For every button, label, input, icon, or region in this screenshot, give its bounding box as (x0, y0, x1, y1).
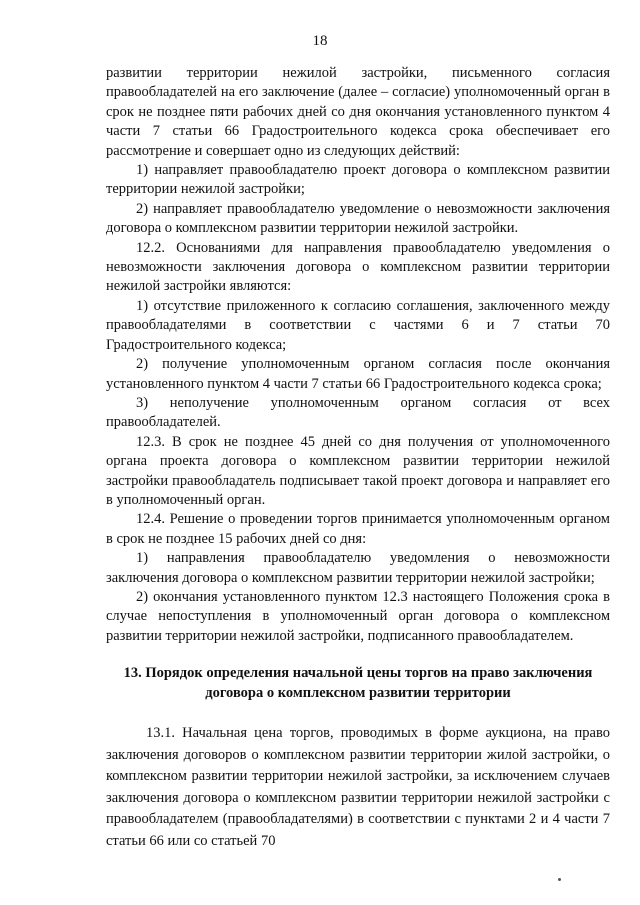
section-13-heading: 13. Порядок определения начальной цены торгов на право заключения договора о комплексном развитии территории (123, 665, 593, 701)
paragraph-12-2-item-2: 2) получение уполномоченным органом согласия после окончания установленного пунктом 4 части 7 статьи 66 Градостроительного кодекса срока; (106, 356, 610, 392)
paragraph-12-4: 12.4. Решение о проведении торгов принимается уполномоченным органом в срок не позднее 15 рабочих дней со дня: (106, 511, 610, 547)
paragraph-12-3: 12.3. В срок не позднее 45 дней со дня получения от уполномоченного органа проекта договора о комплексном развитии территории нежилой застройки правообладатель подписывает такой проект договора и направляет его в уполномоченный орган. (106, 433, 610, 508)
paragraph-12-4-item-1: 1) направления правообладателю уведомления о невозможности заключения договора о комплексном развитии территории нежилой застройки; (106, 550, 610, 586)
paragraph-12-2-item-1: 1) отсутствие приложенного к согласию соглашения, заключенного между правообладателями в соответствии с частями 6 и 7 статьи 70 Градостроительного кодекса; (106, 297, 610, 353)
scan-artifact-dot (558, 878, 561, 881)
paragraph-12-4-item-2: 2) окончания установленного пунктом 12.3 настоящего Положения срока в случае непоступления в уполномоченный орган договора о комплексном развитии территории нежилой застройки, подписанного правообладателем. (106, 588, 610, 644)
paragraph-13-1: 13.1. Начальная цена торгов, проводимых в форме аукциона, на право заключения договоров о комплексном развитии территории жилой застройки, о комплексном развитии территории нежилой застройки, за исключением случаев заключения договора о комплексном развитии территории нежилой застройки с правообладателем (правообладателями) в соответствии с пунктами 2 и 4 части 7 статьи 66 или со статьей 70 (106, 725, 610, 849)
page-number: 18 (312, 33, 328, 49)
paragraph-intro-continuation: развитии территории нежилой застройки, письменного согласия правообладателей на его заключение (далее – согласие) уполномоченный орган в срок не позднее пяти рабочих дней со дня окончания установленного пунктом 4 части 7 статьи 66 Градостроительного кодекса срока обеспечивает его рассмотрение и совершает одно из следующих действий: (106, 65, 610, 159)
paragraph-12-2: 12.2. Основаниями для направления правообладателю уведомления о невозможности заключения договора о комплексном развитии территории нежилой застройки являются: (106, 239, 610, 295)
paragraph-12-2-item-3: 3) неполучение уполномоченным органом согласия от всех правообладателей. (106, 394, 610, 431)
paragraph-12-1-item-1: 1) направляет правообладателю проект договора о комплексном развитии территории нежилой застройки; (106, 162, 610, 198)
document-body (106, 64, 610, 852)
paragraph-12-1-item-2: 2) направляет правообладателю уведомление о невозможности заключения договора о комплексном развитии территории нежилой застройки. (106, 200, 610, 237)
